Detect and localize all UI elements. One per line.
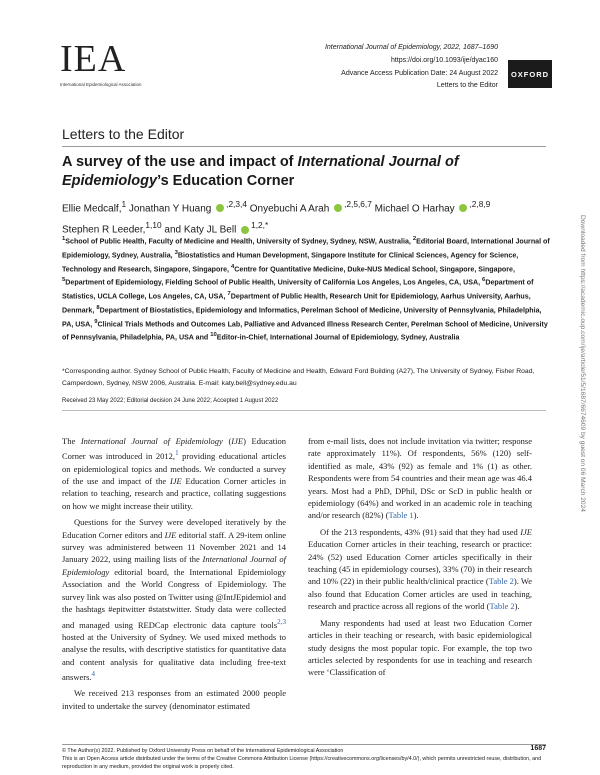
author[interactable]: Jonathan Y Huang [128,203,212,215]
orcid-icon[interactable] [216,204,224,212]
section-divider [62,146,546,147]
oxford-logo: OXFORD [508,60,552,88]
table-link[interactable]: Table 2 [488,576,514,587]
author[interactable]: and Katy JL Bell [164,224,237,236]
page-number: 1687 [530,745,546,752]
orcid-icon[interactable] [241,226,249,234]
affiliations: $^1$School of Public Health, Faculty of Medicine and Health, University of Sydney, Sydney, NSW, Australia, $^2$Editorial Board, International Journal of Epidemiology, Sydney, Australia, $^3$Biostatistics and Human Development, Singapore Institute for Clinical Sciences, Agency for Science, Technology and Research, Singapore, Singapore, $^4$Centre for Quantitative Medicine, Duke-NUS Medical School, Singapore, Singapore, $^5$Department of Epidemiology, Fielding School of Public Health, University of California Los Angeles, Los Angeles, CA, USA, $^6$Department of Statistics, UCLA College, Los Angeles, CA, USA, $^7$Department of Public Health, Research Unit for Epidemiology, Aarhus University, Aarhus, Denmark, $^8$Department of Biostatistics, Epidemiology and Informatics, Perelman School of Medicine, University of Pennsylvania, Philadelphia, PA, USA, $^9$Clinical Trials Methods and Outcomes Lab, Palliative and Advanced Illness Research Center, Perelman School of Medicine, University of Pennsylvania, Philadelphia, PA, USA and $^{10}$Editor-in-Chief, International Journal of Epidemiology, Sydney, Australia [62,236,550,342]
paragraph: Questions for the Survey were developed iteratively by the Education Corner editors and IJE editorial staff. A 29-item online survey was administered between 11 November 2021 and 14 January 2022, using mailing lists of the International Journal of Epidemiology editorial board, the International Epidemiology Association and the World Congress of Epidemiology. The survey link was also posted on Twitter using @IntJEpidemiol and the hashtags #epitwitter #statstwitter. Study data were collected and managed using REDCap electronic data capture tools$^{2,3}$ hosted at the University of Sydney. We used mixed methods to analyse the results, with descriptive statistics for quantitative data and content analysis for qualitative data including free-text answers.$^4$ [62,517,286,682]
orcid-icon[interactable] [334,204,342,212]
body-column-left [62,435,286,712]
license-line: This is an Open Access article distributed under the terms of the Creative Commons Attribution License (https://creativecommons.org/licenses/by/4.0/), which permits unrestricted reuse, distribution, and reproduction in any medium, provided the original work is properly cited. [62,756,542,770]
table-link[interactable]: Table 2 [489,601,515,612]
reference-link[interactable]: 2,3 [277,617,286,626]
paragraph: The International Journal of Epidemiology (IJE) Education Corner was introduced in 2012,$^1$ providing educational articles on epidemiological topics and methods. We conducted a survey of the use and impact of the IJE Education Corner articles in relation to teaching, research and practice, collating suggestions on how we might increase their utility. [62,436,286,511]
received-dates: Received 23 May 2022; Editorial decision 24 June 2022; Accepted 1 August 2022 [62,398,279,404]
author[interactable]: Michael O Harhay [374,203,455,215]
orcid-icon[interactable] [459,204,467,212]
reference-link[interactable]: 1 [175,449,179,458]
author[interactable]: Stephen R Leeder, [62,224,146,236]
body-column-right [308,435,532,679]
download-watermark: Downloaded from https://academic.oup.com/ije/article/51/5/1687/6674609 by guest on 06 March 2024 [579,215,586,512]
paragraph: from e-mail lists, does not include invitation via twitter; response rate approximately 11%). Of respondents, 56% (120) self-identified as male, 43% (92) as female and 1% (1) as other. Respondents were from 54 countries and their mean age was 46.4 years. Most had a PhD, DPhil, DSc or ScD in public health or epidemiology (64%) and worked in an academic role in teaching and/or research (82%) (Table 1). [308,436,532,521]
paragraph: We received 213 responses from an estimated 2000 people invited to undertake the survey (denominator estimated [62,688,286,711]
correspondence-note: *Corresponding author. Sydney School of Public Health, Faculty of Medicine and Health, Edward Ford Building (A27), The University of Sydney, Fisher Road, Camperdown, Sydney, NSW 2006, Australia. E-mail: katy.bell@sydney.edu.au [62,368,535,387]
advance-access-date: Advance Access Publication Date: 24 August 2022 [341,69,498,77]
article-title: A survey of the use and impact of International Journal of Epidemiology’s Education Corner [62,154,459,189]
paragraph: Many respondents had used at least two Education Corner articles in their teaching or research, with basic epidemiological study designs the most popular topic. For example, the top two articles selected by respondents for use in teaching and research were ‘Classification of [308,617,532,678]
author-list: Ellie Medcalf,$^1$ Jonathan Y Huang $^{,2,3,4}$ Onyebuchi A Arah $^{,2,5,6,7}$ Michael O Harhay $^{,2,8,9}$ Stephen R Leeder,$^{1,10}$ and Katy JL Bell $^{1,2,*}$ [62,199,491,236]
journal-citation: International Journal of Epidemiology, 2022, 1687–1690 [324,44,498,51]
header-divider [62,410,546,411]
copyright-line: © The Author(s) 2022. Published by Oxford University Press on behalf of the International Epidemiological Association [62,748,344,754]
author[interactable]: Onyebuchi A Arah [249,203,330,215]
section-heading: Letters to the Editor [62,126,185,142]
author[interactable]: Ellie Medcalf, [62,203,122,215]
iea-logo: IEA [60,38,127,80]
license-footer [62,744,546,771]
iea-logo-subtitle: International Epidemiological Association [60,82,142,87]
paragraph: Of the 213 respondents, 43% (91) said that they had used IJE Education Corner articles in their teaching, research or practice: 24% (52) used Education Corner articles specifically in their teaching (45 in epidemiology courses), 33% (70) in their research and 10% (22) in their public health/clinical practice (Table 2). We also found that Education Corner articles are used in teaching, research and practice across all regions of the world (Table 2). [308,526,532,612]
journal-doi[interactable]: https://doi.org/10.1093/ije/dyac160 [390,56,498,64]
reference-link[interactable]: 4 [91,669,96,678]
table-link[interactable]: Table 1 [388,510,414,521]
journal-info [290,42,498,93]
article-category: Letters to the Editor [436,82,498,90]
